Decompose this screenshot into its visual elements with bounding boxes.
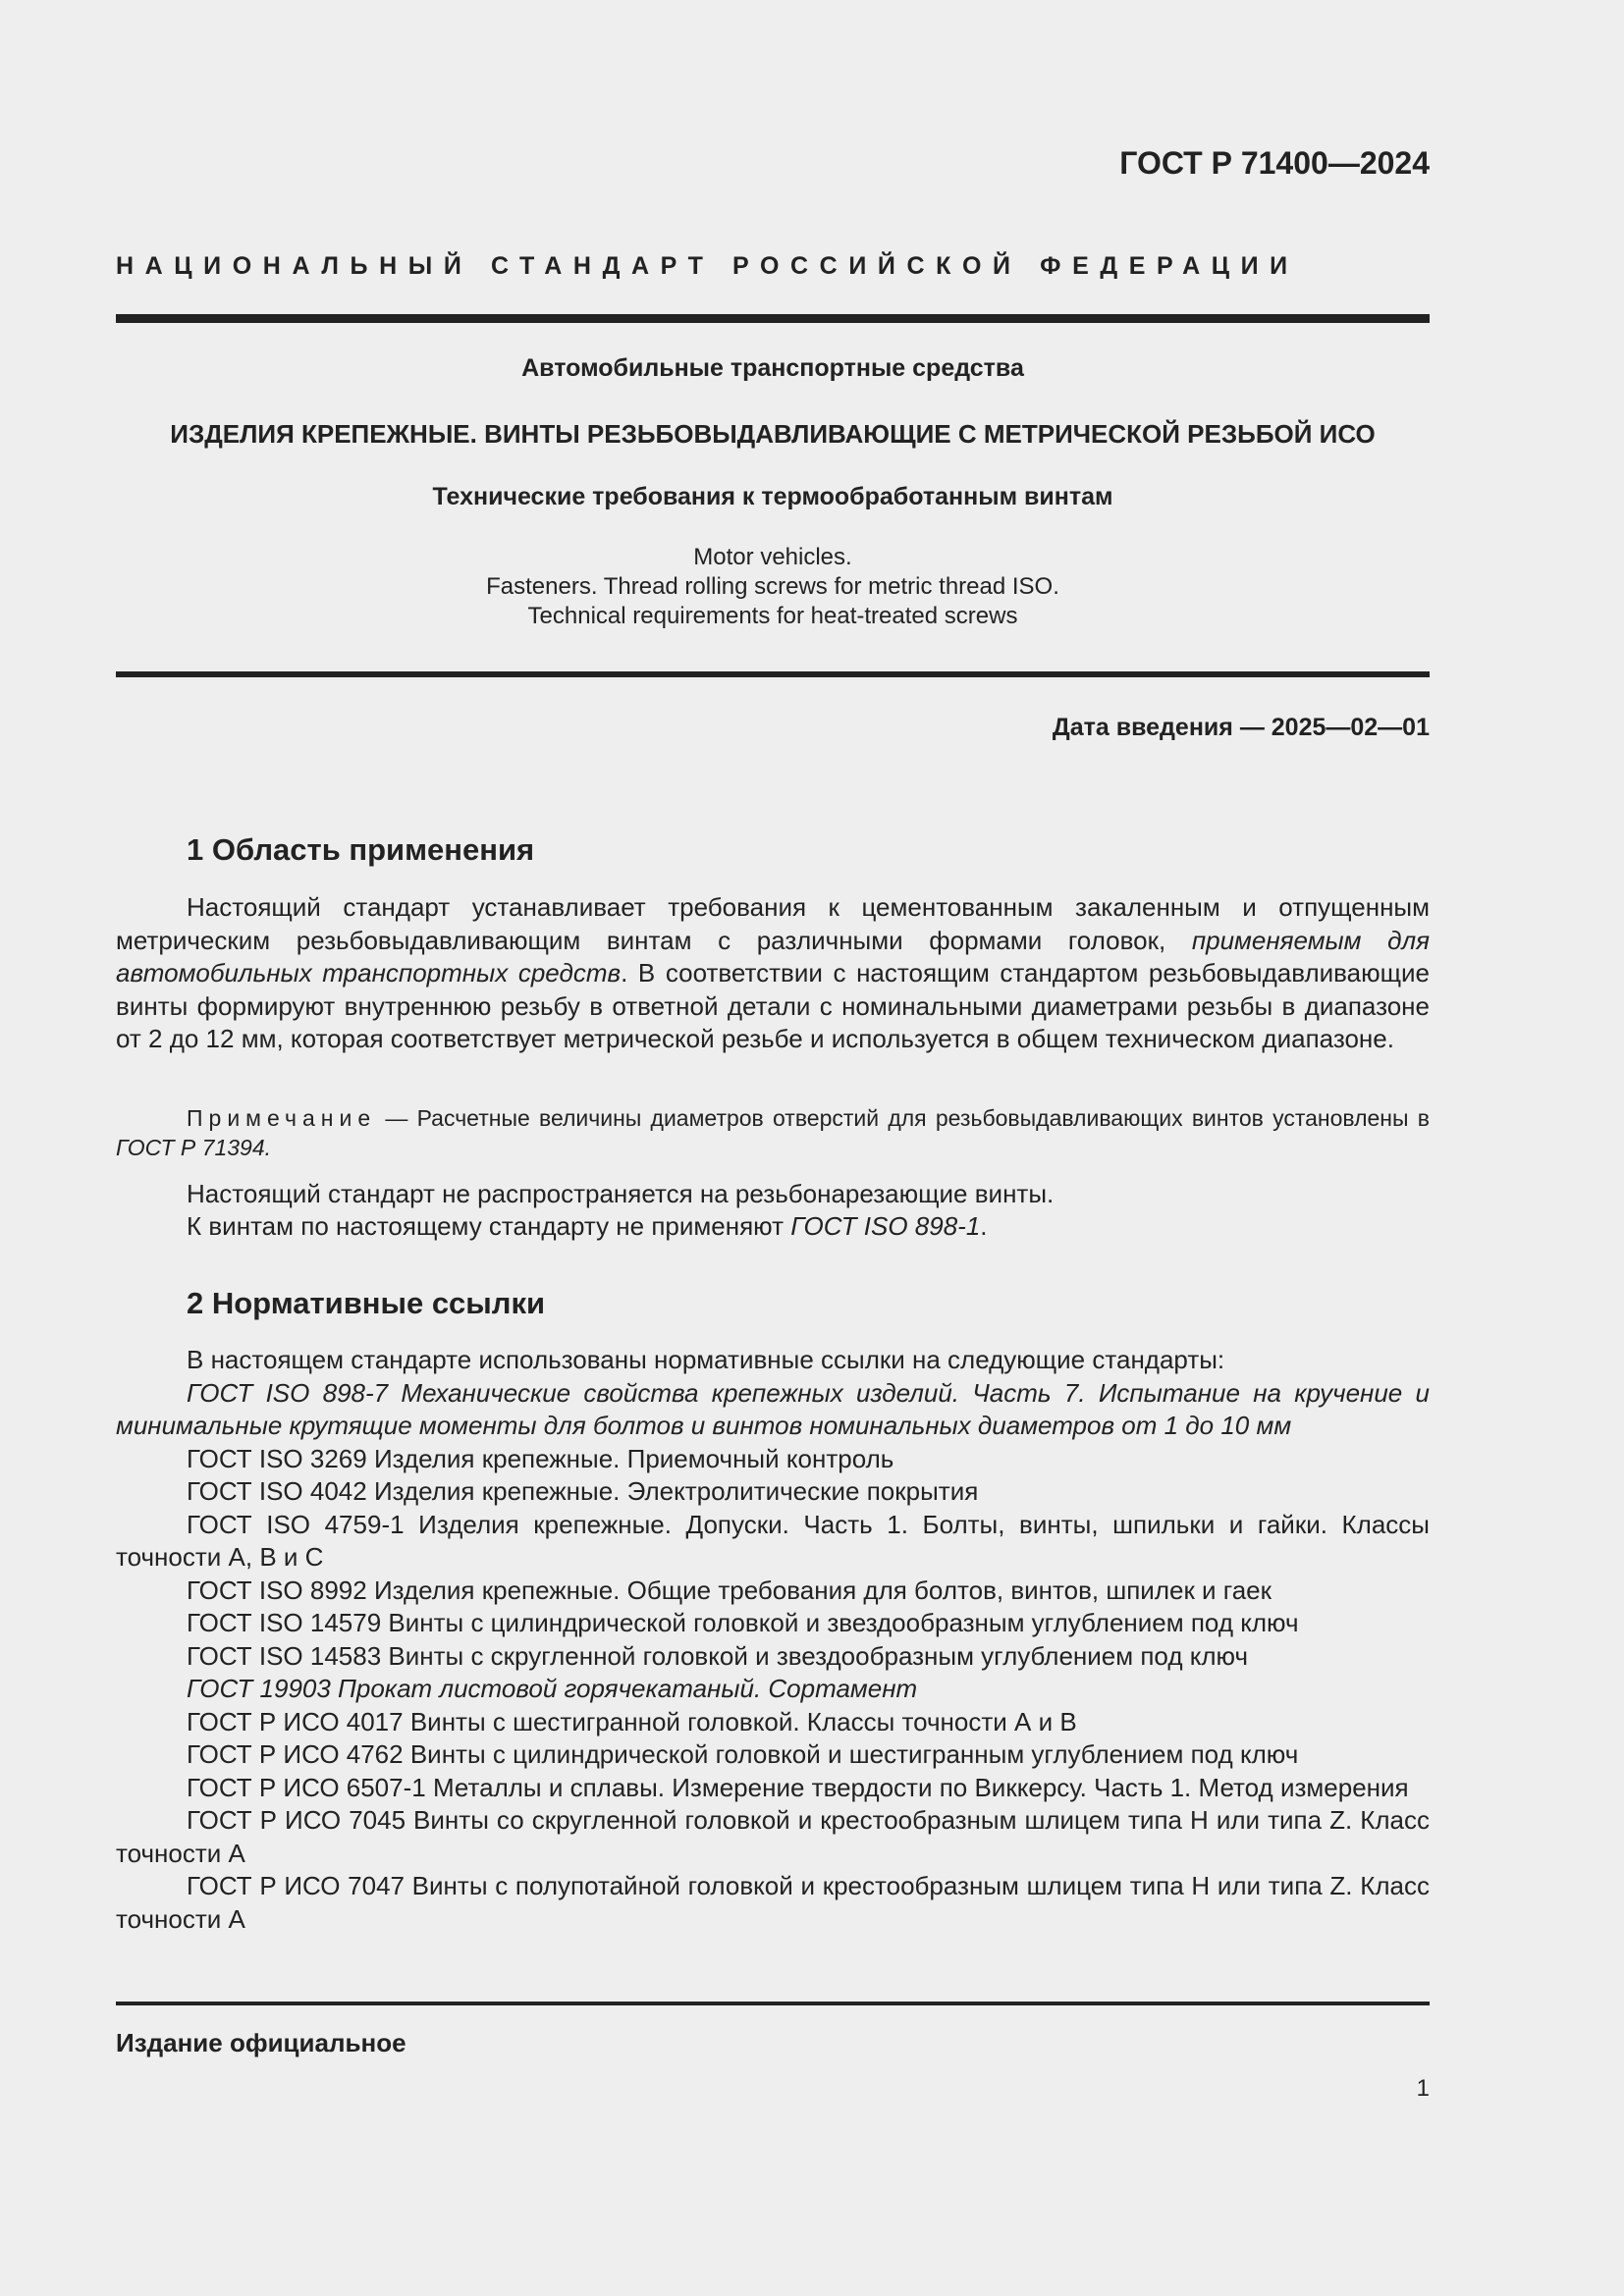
title-line-1: Автомобильные транспортные средства: [521, 354, 1024, 382]
scope-text-c: . В соответствии с настоящим стандартом резьбовыдавливающие винты формируют внутреннюю резьбу в ответной детали с номинальными диаметрами резьбы в диапазоне от 2 до 12 мм, которая соответствует метрической резьбе и используется в общем техническом диапазоне.: [116, 958, 1430, 1053]
footer-rule: [116, 2002, 1430, 2005]
page-number: 1: [1416, 2075, 1430, 2102]
scope-p3-end: .: [980, 1211, 988, 1241]
note-text: — Расчетные величины диаметров отверстий для резьбовыдавливающих винтов установлены в: [376, 1105, 1430, 1131]
scope-text-italic: применяемым для автомобильных транспортных средств: [116, 925, 1430, 988]
scope-p3-reference: ГОСТ ISO 898-1: [790, 1211, 981, 1241]
introduction-date: Дата введения — 2025—02—01: [1052, 714, 1430, 741]
reference-item: ГОСТ Р ИСО 4017 Винты с шестигранной головкой. Классы точности А и В: [187, 1706, 1077, 1736]
reference-item: ГОСТ 19903 Прокат листовой горячекатаный. Сортамент: [187, 1674, 918, 1703]
reference-item: ГОСТ Р ИСО 6507-1 Металлы и сплавы. Измерение твердости по Виккерсу. Часть 1. Метод измерения: [187, 1772, 1409, 1802]
reference-item: ГОСТ ISO 4759-1 Изделия крепежные. Допуски. Часть 1. Болты, винты, шпильки и гайки. Классы точности А, В и С: [116, 1509, 1430, 1572]
top-rule: [116, 314, 1430, 323]
reference-item: ГОСТ ISO 14579 Винты с цилиндрической головкой и звездообразным углублением под ключ: [187, 1608, 1299, 1637]
scope-paragraph: [116, 891, 1430, 1056]
scope-text-a: Настоящий стандарт устанавливает требования к цементованным закаленным и отпущенным метрическим резьбовыдавливающим винтам с различными формами головок,: [116, 892, 1430, 955]
scope-p3-text: К винтам по настоящему стандарту не применяют: [187, 1211, 791, 1241]
scope-note: [116, 1103, 1430, 1162]
title-bottom-rule: [116, 671, 1430, 677]
title-line-2: ИЗДЕЛИЯ КРЕПЕЖНЫЕ. ВИНТЫ РЕЗЬБОВЫДАВЛИВАЮЩИЕ С МЕТРИЧЕСКОЙ РЕЗЬБОЙ ИСО: [170, 419, 1376, 449]
note-reference: ГОСТ Р 71394.: [116, 1135, 272, 1160]
normative-references-list: [116, 1344, 1430, 1936]
reference-item: ГОСТ ISO 14583 Винты с скругленной головкой и звездообразным углублением под ключ: [187, 1640, 1249, 1671]
document-code: ГОСТ Р 71400—2024: [1119, 145, 1430, 181]
english-title-2: Fasteners. Thread rolling screws for metric thread ISO.: [486, 573, 1059, 600]
section-2-heading: 2 Нормативные ссылки: [187, 1286, 546, 1320]
reference-item: ГОСТ Р ИСО 4762 Винты с цилиндрической головкой и шестигранным углублением под ключ: [187, 1739, 1299, 1769]
english-title-1: Motor vehicles.: [693, 544, 852, 570]
scope-paragraph-3: [116, 1210, 1430, 1244]
note-label: Примечание: [187, 1105, 377, 1131]
reference-item: ГОСТ ISO 3269 Изделия крепежные. Приемочный контроль: [187, 1443, 894, 1473]
references-intro: В настоящем стандарте использованы нормативные ссылки на следующие стандарты:: [187, 1345, 1225, 1374]
title-line-3: Технические требования к термообработанным винтам: [432, 483, 1113, 510]
scope-paragraph-2: Настоящий стандарт не распространяется на резьбонарезающие винты.: [187, 1179, 1055, 1208]
document-page: [116, 0, 1430, 2296]
reference-item: ГОСТ ISO 4042 Изделия крепежные. Электролитические покрытия: [187, 1476, 979, 1506]
reference-item: ГОСТ Р ИСО 7045 Винты со скругленной головкой и крестообразным шлицем типа Н или типа Z. Класс точности А: [116, 1805, 1430, 1868]
national-standard-heading: НАЦИОНАЛЬНЫЙ СТАНДАРТ РОССИЙСКОЙ ФЕДЕРАЦИИ: [116, 252, 1299, 280]
english-title-3: Technical requirements for heat-treated screws: [527, 603, 1018, 629]
reference-item: ГОСТ Р ИСО 7047 Винты с полупотайной головкой и крестообразным шлицем типа Н или типа Z. Класс точности А: [116, 1871, 1430, 1934]
reference-item: ГОСТ ISO 8992 Изделия крепежные. Общие требования для болтов, винтов, шпилек и гаек: [187, 1575, 1272, 1605]
reference-item: ГОСТ ISO 898-7 Механические свойства крепежных изделий. Часть 7. Испытание на кручение и минимальные крутящие моменты для болтов и винтов номинальных диаметров от 1 до 10 мм: [116, 1377, 1430, 1440]
section-1-heading: 1 Область применения: [187, 832, 535, 867]
official-edition-label: Издание официальное: [116, 2028, 406, 2057]
